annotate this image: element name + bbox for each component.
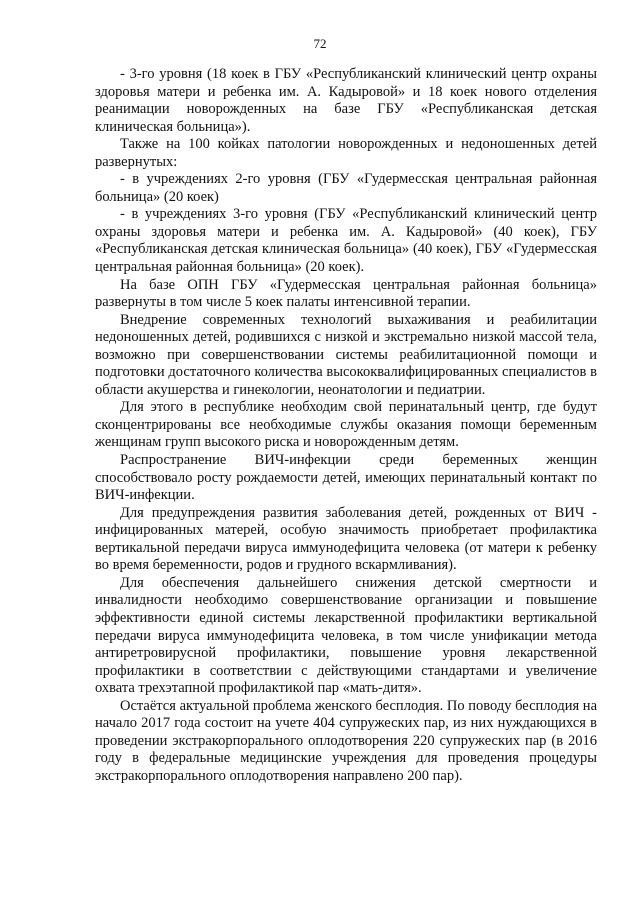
paragraph-infertility: Остаётся актуальной проблема женского бесплодия. По поводу бесплодия на начало 2017 года состоит на учете 404 супружеских пар, из них нуждающихся в проведении экстракорпорального оплодотворения 220 супружеских пар (в 2016 году в федеральные медицинские учреждения для проведения процедуры экстракорпорального оплодотворения направлено 200 пар). bbox=[95, 697, 597, 784]
paragraph-intensive-care: На базе ОПН ГБУ «Гудермесская центральная районная больница» развернуты в том числе 5 коек палаты интенсивной терапии. bbox=[95, 276, 597, 311]
paragraph-level3-beds: - 3-го уровня (18 коек в ГБУ «Республиканский клинический центр охраны здоровья матери и ребенка им. А. Кадыровой» и 18 коек нового отделения реанимации новорожденных на базе ГБУ «Республиканская детская клиническая больница»). bbox=[95, 66, 597, 135]
paragraph-pathology-beds: Также на 100 койках патологии новорожденных и недоношенных детей развернутых: bbox=[95, 136, 597, 170]
document-body bbox=[95, 66, 597, 785]
paragraph-mortality-reduction: Для обеспечения дальнейшего снижения детской смертности и инвалидности необходимо совершенствование организации и повышение эффективности единой системы лекарственной профилактики вертикальной передачи вируса иммунодефицита человека, в том числе унификации метода антиретровирусной профилактики, повышение уровня лекарственной профилактики в соответствии с действующими стандартами и увеличение охвата трехэтапной профилактикой пар «мать-дитя». bbox=[95, 574, 597, 697]
paragraph-technologies: Внедрение современных технологий выхаживания и реабилитации недоношенных детей, родившихся с низкой и экстремально низкой массой тела, возможно при совершенствовании системы реабилитационной помощи и подготовки достаточного количества высококвалифицированных специалистов в области акушерства и гинекологии, неонатологии и педиатрии. bbox=[95, 311, 597, 398]
paragraph-hiv-spread: Распространение ВИЧ-инфекции среди беременных женщин способствовало росту рождаемости детей, имеющих перинатальный контакт по ВИЧ-инфекции. bbox=[95, 452, 597, 504]
paragraph-level2-institutions: - в учреждениях 2-го уровня (ГБУ «Гудермесская центральная районная больница» (20 коек) bbox=[95, 171, 597, 205]
paragraph-perinatal-center: Для этого в республике необходим свой перинатальный центр, где будут сконцентрированы все необходимые службы оказания помощи беременным женщинам групп высокого риска и новорожденным детям. bbox=[95, 399, 597, 451]
page-number: 72 bbox=[313, 36, 327, 51]
paragraph-hiv-prevention: Для предупреждения развития заболевания детей, рожденных от ВИЧ - инфицированных матерей, особую значимость приобретает профилактика вертикальной передачи вируса иммунодефицита человека (от матери к ребенку во время беременности, родов и грудного вскармливания). bbox=[95, 504, 597, 574]
paragraph-level3-institutions: - в учреждениях 3-го уровня (ГБУ «Республиканский клинический центр охраны здоровья матери и ребенка им. А. Кадыровой» (40 коек), ГБУ «Республиканская детская клиническая больница» (40 коек), ГБУ «Гудермесская центральная районная больница» (20 коек). bbox=[95, 206, 597, 276]
